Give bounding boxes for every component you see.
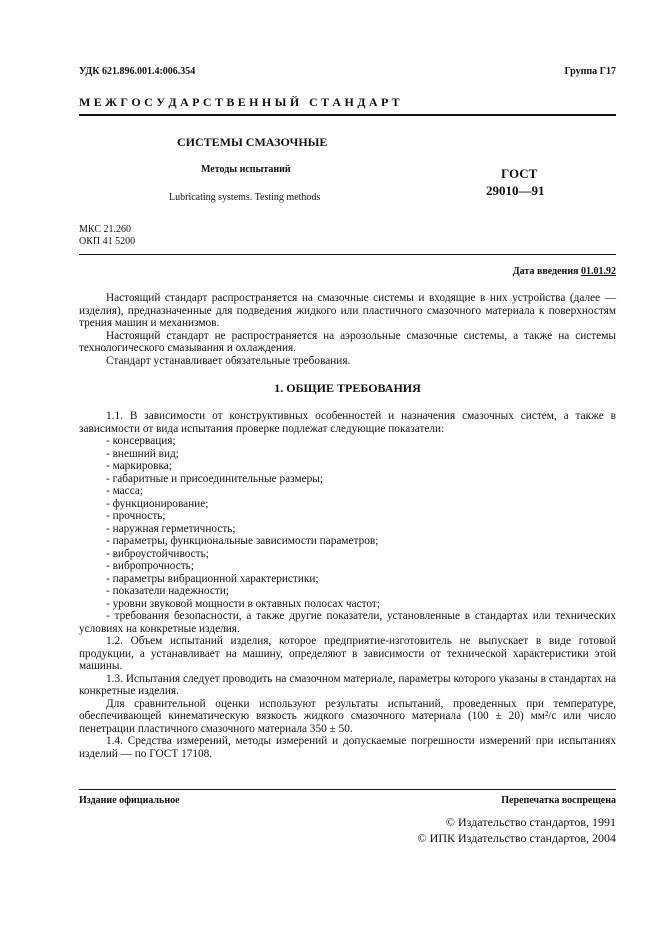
- gost-label: ГОСТ: [501, 166, 538, 181]
- introduction-date: [513, 266, 616, 277]
- english-title: Lubricating systems. Testing methods: [169, 192, 321, 203]
- indicator-list: [79, 435, 616, 635]
- list-item: - вибропрочность;: [79, 560, 616, 573]
- clause-1-3-comparison: Для сравнительной оценки используют результаты испытаний, проведенных при температуре, обеспечивающей кинематическую вязкость жидкого смазочного материала (100 ± 20) мм²/с или число пенетрации пластичного смазочного материала 350 ± 50.: [79, 697, 616, 735]
- list-item: - внешний вид;: [79, 448, 616, 461]
- list-item: - уровни звуковой мощности в октавных полосах частот;: [79, 598, 616, 611]
- section-1-body: [79, 410, 616, 760]
- list-item: - маркировка;: [79, 460, 616, 473]
- clause-1-1: 1.1. В зависимости от конструктивных особенностей и назначения смазочных систем, а также в зависимости от вида испытания проверке подлежат следующие показатели:: [79, 410, 616, 435]
- list-item: - прочность;: [79, 510, 616, 523]
- interstate-standard-banner: М Е Ж Г О С У Д А Р С Т В Е Н Н Ы Й С Т А Н Д А Р Т: [79, 95, 400, 109]
- banner-rule: [79, 114, 616, 116]
- document-subtitle: Методы испытаний: [201, 164, 291, 175]
- list-item: - виброустойчивость;: [79, 548, 616, 561]
- list-item: - параметры, функциональные зависимости параметров;: [79, 535, 616, 548]
- official-edition: Издание официальное: [79, 795, 180, 806]
- copyright-1991: © Издательство стандартов, 1991: [445, 815, 616, 829]
- introduction-date-label: Дата введения: [512, 266, 579, 277]
- intro-text: [79, 292, 616, 367]
- udk-code: УДК 621.896.001.4:006.354: [79, 66, 196, 77]
- clause-1-2: 1.2. Объем испытаний изделия, которое предприятие-изготовитель не выпускает в виде готовой продукции, а устанавливает на машину, определяют в зависимости от технической характеристики этой машины.: [79, 635, 616, 672]
- list-item: - наружная герметичность;: [79, 523, 616, 536]
- title-rule: [79, 254, 616, 255]
- intro-paragraph: Настоящий стандарт не распространяется на аэрозольные смазочные системы, а также на системы технологического смазывания и охлаждения.: [79, 329, 616, 354]
- group-code: Группа Г17: [564, 66, 616, 77]
- list-item: - консервация;: [79, 435, 616, 448]
- document-title: СИСТЕМЫ СМАЗОЧНЫЕ: [177, 135, 328, 149]
- list-item: - требования безопасности, а также другие показатели, установленные в стандартах или технических условиях на конкретные изделия.: [79, 610, 616, 635]
- clause-1-3: 1.3. Испытания следует проводить на смазочном материале, параметры которого указаны в стандартах на конкретные изделия.: [79, 672, 616, 697]
- clause-1-4: 1.4. Средства измерений, методы измерений и допускаемые погрешности измерений при испытаниях изделий — по ГОСТ 17108.: [79, 735, 616, 760]
- list-item: - масса;: [79, 485, 616, 498]
- list-item: - функционирование;: [79, 498, 616, 511]
- section-1-heading: 1. ОБЩИЕ ТРЕБОВАНИЯ: [274, 381, 421, 395]
- copyright-2004: © ИПК Издательство стандартов, 2004: [417, 831, 616, 845]
- list-item: - габаритные и присоединительные размеры;: [79, 473, 616, 486]
- mks-code: МКС 21.260: [79, 224, 131, 235]
- reprint-prohibited: Перепечатка воспрещена: [501, 795, 616, 806]
- list-item: - показатели надежности;: [79, 585, 616, 598]
- intro-paragraph: Настоящий стандарт распространяется на смазочные системы и входящие в них устройства (далее — изделия), предназначенные для подведения жидкого или пластичного смазочного материала к поверхностям трения машин и механизмов.: [79, 292, 616, 329]
- footer-rule: [79, 789, 616, 790]
- introduction-date-value: 01.01.92: [581, 266, 616, 277]
- okp-code: ОКП 41 5200: [79, 236, 136, 247]
- list-item: - параметры вибрационной характеристики;: [79, 573, 616, 586]
- intro-paragraph: Стандарт устанавливает обязательные требования.: [106, 354, 351, 367]
- gost-number: 29010—91: [486, 183, 545, 198]
